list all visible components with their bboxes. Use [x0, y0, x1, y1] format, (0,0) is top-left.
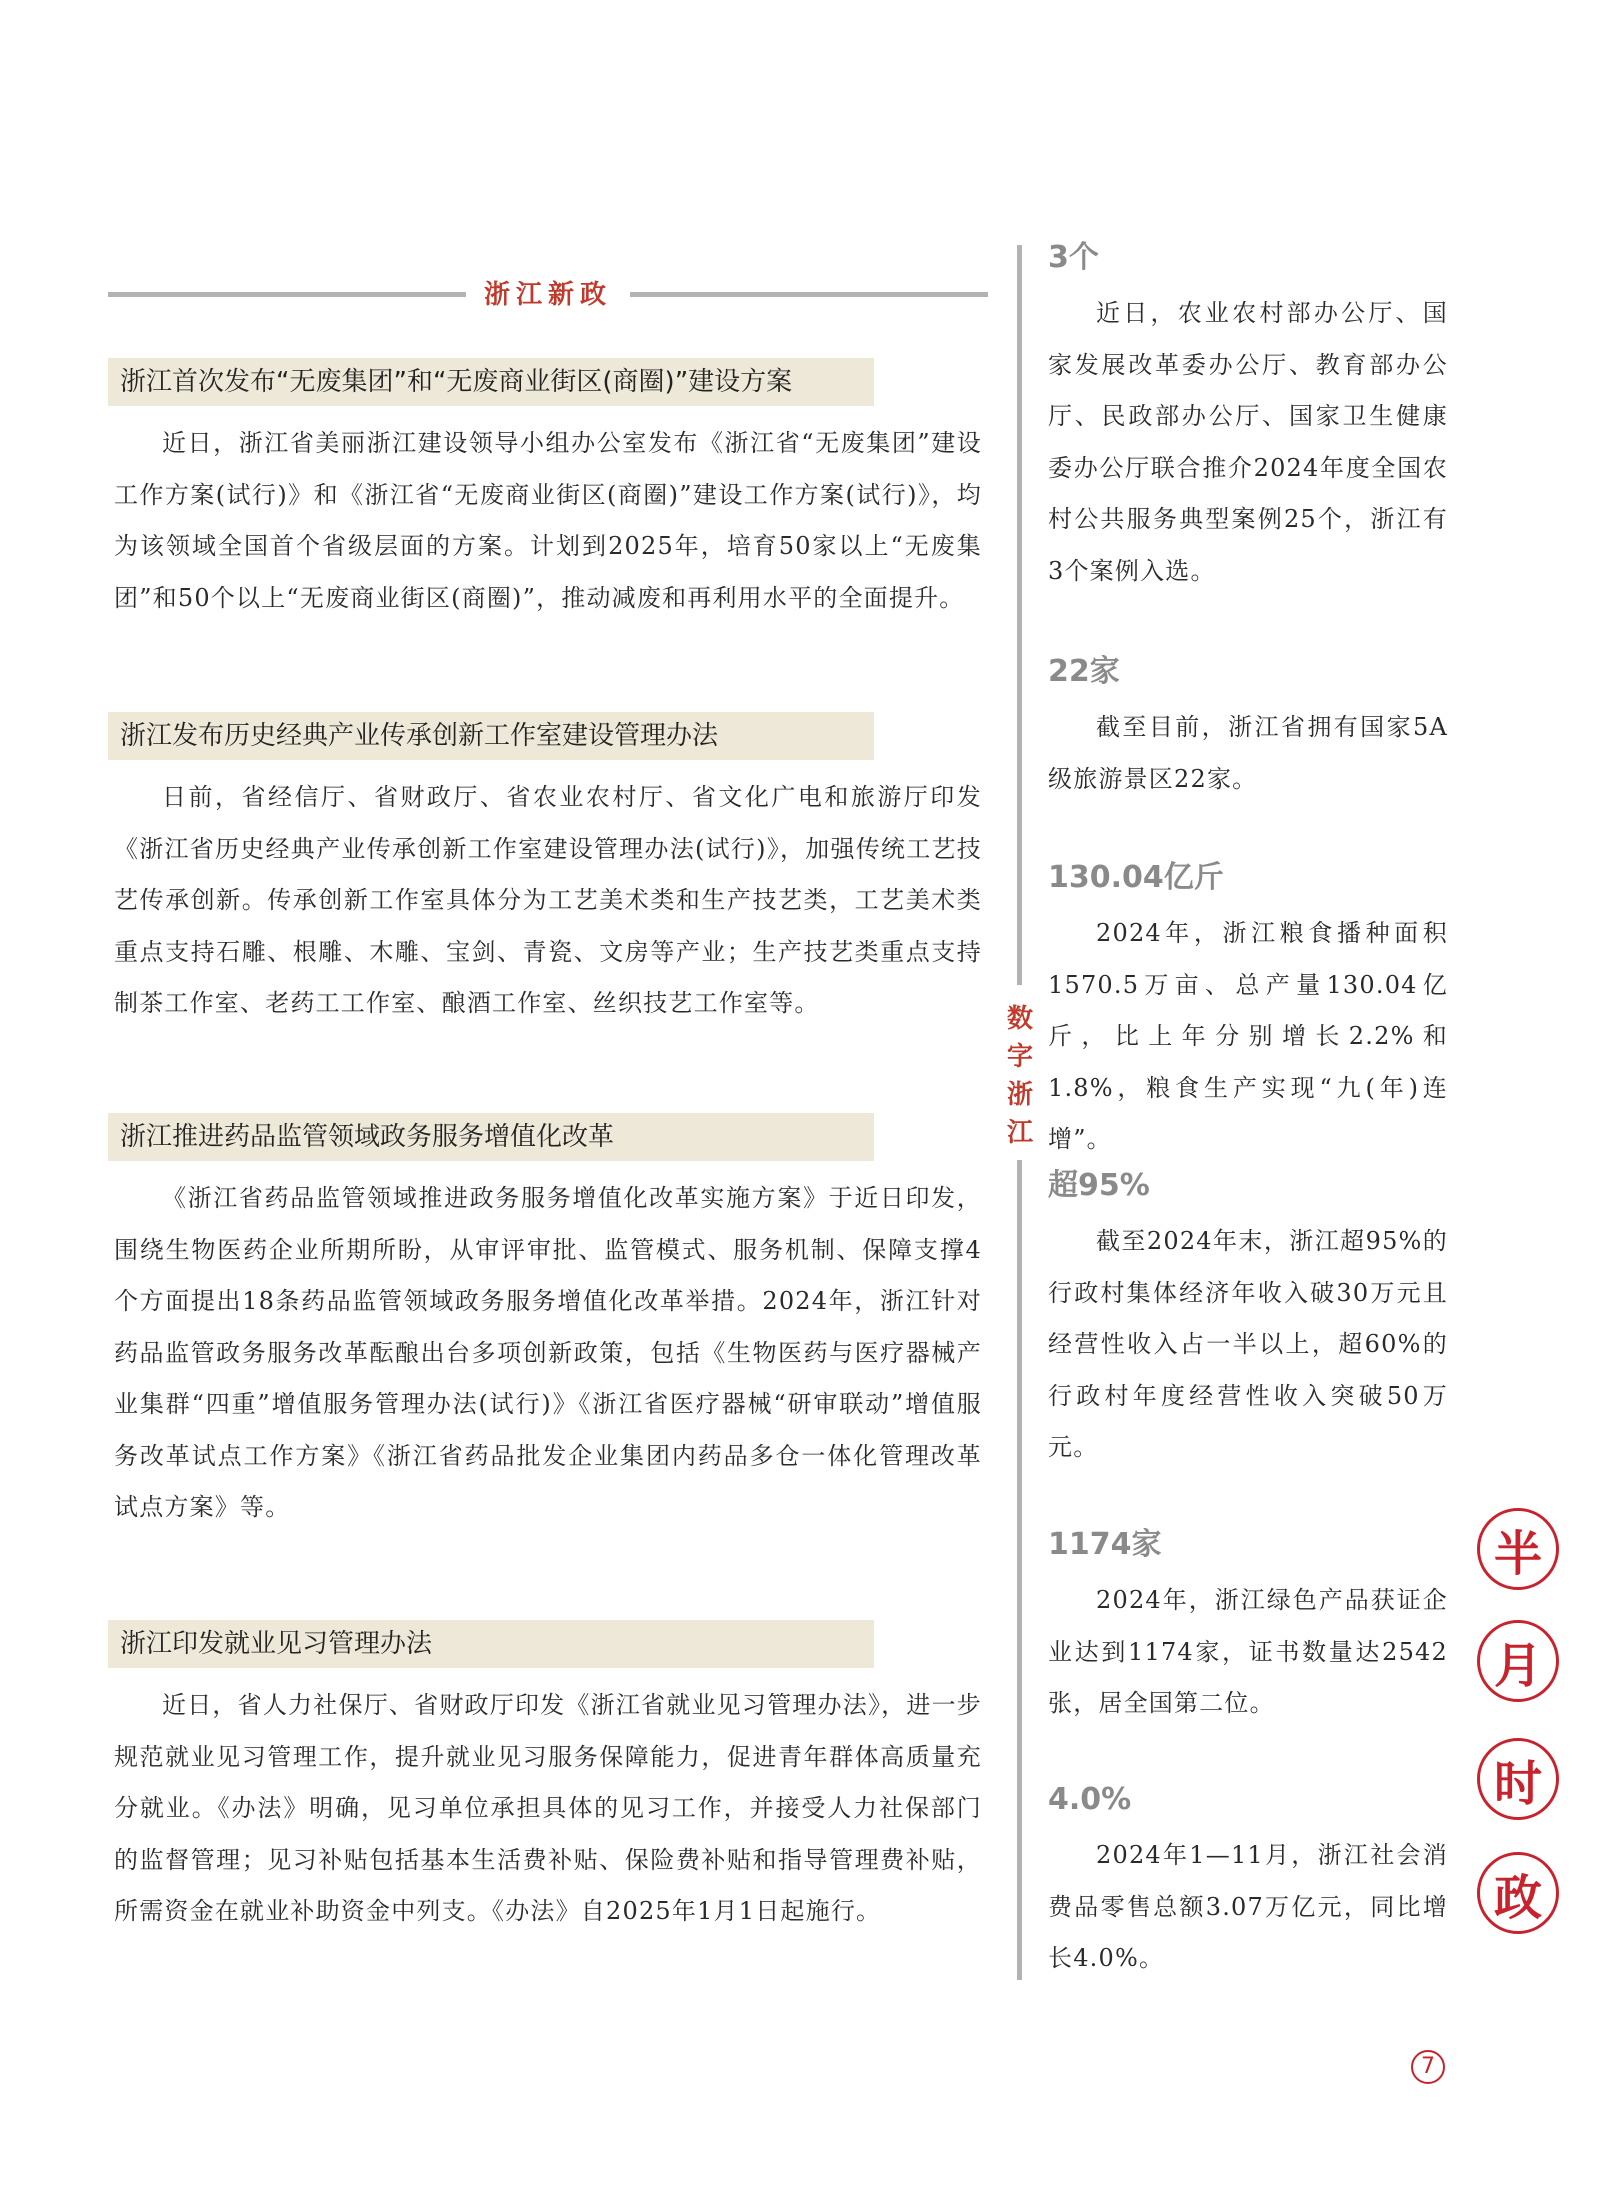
- stat-text: 2024年，浙江绿色产品获证企业达到1174家，证书数量达2542张，居全国第二位。: [1048, 1586, 1448, 1717]
- stat-number: 130.04亿斤: [1048, 860, 1224, 895]
- brand-circle-char: 半: [1477, 1508, 1559, 1590]
- stat-number: 22家: [1048, 654, 1120, 689]
- brand-circle-char: 时: [1477, 1738, 1559, 1820]
- section-header: [108, 278, 988, 312]
- stat-block: [1048, 238, 1448, 621]
- stat-number: 1174家: [1048, 1527, 1162, 1562]
- stat-block: [1048, 1780, 1448, 2009]
- page-number: 7: [1411, 2050, 1445, 2084]
- article-3: [108, 1113, 988, 1534]
- stat-block: [1048, 652, 1448, 829]
- article-2: [108, 712, 988, 1030]
- article-body: 日前，省经信厅、省财政厅、省农业农村厅、省文化广电和旅游厅印发《浙江省历史经典产业传承创新工作室建设管理办法(试行)》，加强传统工艺技艺传承创新。传承创新工作室具体分为工艺美术类和生产技艺类，工艺美术类重点支持石雕、根雕、木雕、宝剑、青瓷、文房等产业；生产技艺类重点支持制茶工作室、老药工工作室、酿酒工作室、丝织技艺工作室等。: [114, 783, 982, 1017]
- article-body: 近日，省人力社保厅、省财政厅印发《浙江省就业见习管理办法》，进一步规范就业见习管理工作，提升就业见习服务保障能力，促进青年群体高质量充分就业。《办法》明确，见习单位承担具体的见习工作，并接受人力社保部门的监督管理；见习补贴包括基本生活费补贴、保险费补贴和指导管理费补贴，所需资金在就业补助资金中列支。《办法》自2025年1月1日起施行。: [114, 1691, 982, 1925]
- stat-block: [1048, 1166, 1448, 1498]
- article-1: [108, 358, 988, 624]
- article-headline: 浙江推进药品监管领域政务服务增值化改革: [108, 1113, 874, 1161]
- sidebar-vertical-label: 数字浙江: [1006, 1004, 1033, 1148]
- stat-block: [1048, 858, 1448, 1190]
- stat-number: 3个: [1048, 240, 1099, 275]
- section-title: 浙江新政: [466, 278, 630, 312]
- stat-number: 4.0%: [1048, 1782, 1132, 1817]
- column-divider-top: [1017, 245, 1022, 985]
- article-4: [108, 1620, 988, 1938]
- stat-text: 近日，农业农村部办公厅、国家发展改革委办公厅、教育部办公厅、民政部办公厅、国家卫生健康委办公厅联合推介2024年度全国农村公共服务典型案例25个，浙江有3个案例入选。: [1048, 299, 1448, 585]
- stat-text: 截至目前，浙江省拥有国家5A级旅游景区22家。: [1048, 713, 1448, 793]
- brand-circle-char: 政: [1477, 1852, 1559, 1934]
- article-body: 近日，浙江省美丽浙江建设领导小组办公室发布《浙江省“无废集团”建设工作方案(试行)》和《浙江省“无废商业街区(商圈)”建设工作方案(试行)》，均为该领域全国首个省级层面的方案。计划到2025年，培育50家以上“无废集团”和50个以上“无废商业街区(商圈)”，推动减废和再利用水平的全面提升。: [114, 429, 982, 612]
- column-divider-bottom: [1017, 1160, 1022, 1980]
- brand-circle-char: 月: [1477, 1620, 1559, 1702]
- stat-number: 超95%: [1048, 1168, 1150, 1203]
- article-headline: 浙江首次发布“无废集团”和“无废商业街区(商圈)”建设方案: [108, 358, 874, 406]
- article-headline: 浙江印发就业见习管理办法: [108, 1620, 874, 1668]
- article-body: 《浙江省药品监管领域推进政务服务增值化改革实施方案》于近日印发，围绕生物医药企业所期所盼，从审评审批、监管模式、服务机制、保障支撑4个方面提出18条药品监管领域政务服务增值化改革举措。2024年，浙江针对药品监管政务服务改革酝酿出台多项创新政策，包括《生物医药与医疗器械产业集群“四重”增值服务管理办法(试行)》《浙江省医疗器械“研审联动”增值服务改革试点工作方案》《浙江省药品批发企业集团内药品多仓一体化管理改革试点方案》等。: [114, 1184, 982, 1521]
- stat-text: 截至2024年末，浙江超95%的行政村集体经济年收入破30万元且经营性收入占一半以上，超60%的行政村年度经营性收入突破50万元。: [1048, 1227, 1448, 1461]
- article-headline: 浙江发布历史经典产业传承创新工作室建设管理办法: [108, 712, 874, 760]
- stat-block: [1048, 1525, 1448, 1754]
- stat-text: 2024年1—11月，浙江社会消费品零售总额3.07万亿元，同比增长4.0%。: [1048, 1841, 1448, 1972]
- stat-text: 2024年，浙江粮食播种面积1570.5万亩、总产量130.04亿斤，比上年分别增长2.2%和1.8%，粮食生产实现“九(年)连增”。: [1048, 919, 1448, 1153]
